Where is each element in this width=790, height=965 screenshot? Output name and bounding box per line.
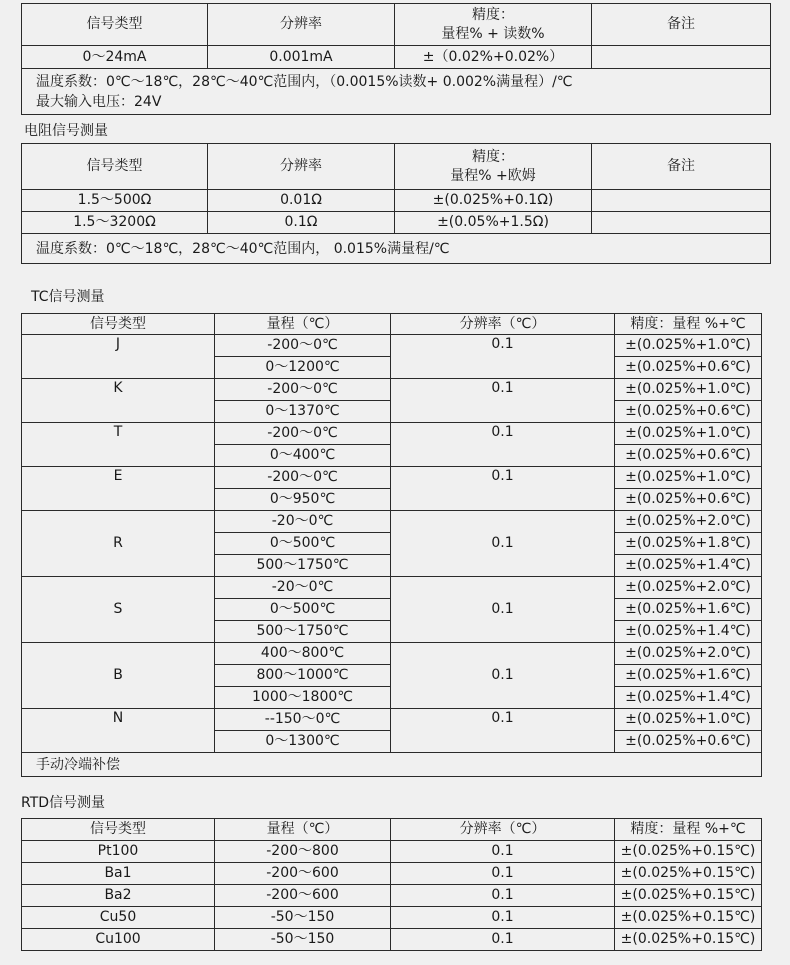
note-max-input-voltage: 最大输入电压：24V <box>36 93 162 110</box>
cell-type: R <box>22 511 215 577</box>
cell-range: -20～0℃ <box>215 577 391 599</box>
header-resolution: 分辨率 <box>208 4 395 46</box>
table-header-row <box>22 4 771 46</box>
table-row <box>22 709 762 731</box>
note-temperature-coefficient: 温度系数：0℃～18℃，28℃～40℃范围内， 0.015%满量程/℃ <box>22 234 771 264</box>
table-row <box>22 379 762 401</box>
cell-accuracy: ±(0.025%+0.6℃) <box>615 489 762 511</box>
cell-resolution: 0.1 <box>391 863 615 885</box>
header-accuracy: 精度：量程 %+℃ <box>615 819 762 841</box>
cell-resolution: 0.1 <box>391 841 615 863</box>
header-type: 信号类型 <box>22 314 215 335</box>
table-row <box>22 511 762 533</box>
cell-resolution: 0.1 <box>391 885 615 907</box>
cell-range: 0～400℃ <box>215 445 391 467</box>
cell-resolution: 0.1 <box>391 467 615 511</box>
cell-resolution: 0.1 <box>391 577 615 643</box>
table-row <box>22 863 762 885</box>
cell-range: 400～800℃ <box>215 643 391 665</box>
note-temperature-coefficient: 温度系数：0℃～18℃，28℃～40℃范围内，（0.0015%读数+ 0.002%满量程）/℃ <box>36 73 573 90</box>
cell-range: --150～0℃ <box>215 709 391 731</box>
cell-type: 1.5～500Ω <box>22 190 208 212</box>
header-remark: 备注 <box>592 4 771 46</box>
cell-accuracy: ±(0.025%+0.1Ω) <box>395 190 592 212</box>
table-header-row <box>22 819 762 841</box>
header-accuracy-line1: 精度： <box>472 6 514 23</box>
table-row <box>22 929 762 951</box>
cell-resolution: 0.1 <box>391 379 615 423</box>
table-row <box>22 885 762 907</box>
cell-range: -200～0℃ <box>215 379 391 401</box>
cell-accuracy: ±(0.05%+1.5Ω) <box>395 212 592 234</box>
cell-resolution: 0.01Ω <box>208 190 395 212</box>
cell-type: K <box>22 379 215 423</box>
cell-range: -200～600 <box>215 885 391 907</box>
cell-resolution: 0.001mA <box>208 46 395 69</box>
cell-accuracy: ±(0.025%+1.0℃) <box>615 467 762 489</box>
table-row <box>22 577 762 599</box>
cell-accuracy: ±(0.025%+1.0℃) <box>615 423 762 445</box>
section-title-rtd: RTD信号测量 <box>21 795 106 811</box>
current-spec-table <box>21 3 771 115</box>
cell-range: 0～950℃ <box>215 489 391 511</box>
header-accuracy-line2: 量程% + 读数% <box>441 25 545 42</box>
table-row <box>22 212 771 234</box>
section-title-tc: TC信号测量 <box>31 289 105 305</box>
header-type: 信号类型 <box>22 144 208 190</box>
cell-range: -50～150 <box>215 929 391 951</box>
cell-remark <box>592 190 771 212</box>
cell-accuracy: ±(0.025%+0.15℃) <box>615 841 762 863</box>
cell-accuracy: ±(0.025%+1.6℃) <box>615 599 762 621</box>
cell-accuracy: ±(0.025%+1.8℃) <box>615 533 762 555</box>
cell-accuracy: ±(0.025%+2.0℃) <box>615 577 762 599</box>
header-range: 量程（℃） <box>215 819 391 841</box>
cell-range: 500～1750℃ <box>215 555 391 577</box>
cell-resolution: 0.1Ω <box>208 212 395 234</box>
cell-type: Pt100 <box>22 841 215 863</box>
cell-accuracy: ±（0.02%+0.02%） <box>395 46 592 69</box>
cell-accuracy: ±(0.025%+0.15℃) <box>615 929 762 951</box>
header-accuracy-line1: 精度： <box>472 148 514 165</box>
cell-type: 1.5～3200Ω <box>22 212 208 234</box>
cell-type: J <box>22 335 215 379</box>
cell-range: -200～0℃ <box>215 335 391 357</box>
header-resolution: 分辨率 <box>208 144 395 190</box>
cell-resolution: 0.1 <box>391 709 615 753</box>
header-accuracy: 精度：量程 %+℃ <box>615 314 762 335</box>
table-row <box>22 335 762 357</box>
header-accuracy-line2: 量程% +欧姆 <box>450 167 536 184</box>
cell-accuracy: ±(0.025%+0.6℃) <box>615 445 762 467</box>
cell-range: -200～800 <box>215 841 391 863</box>
cell-accuracy: ±(0.025%+2.0℃) <box>615 511 762 533</box>
header-accuracy <box>395 4 592 46</box>
header-type: 信号类型 <box>22 819 215 841</box>
table-row <box>22 841 762 863</box>
cell-range: 0～1300℃ <box>215 731 391 753</box>
header-resolution: 分辨率（℃） <box>391 314 615 335</box>
cell-type: Cu100 <box>22 929 215 951</box>
cell-resolution: 0.1 <box>391 423 615 467</box>
notes-cell <box>22 69 771 115</box>
cell-accuracy: ±(0.025%+1.0℃) <box>615 379 762 401</box>
cell-accuracy: ±(0.025%+0.15℃) <box>615 863 762 885</box>
header-range: 量程（℃） <box>215 314 391 335</box>
cell-accuracy: ±(0.025%+1.4℃) <box>615 555 762 577</box>
cell-resolution: 0.1 <box>391 907 615 929</box>
cell-resolution: 0.1 <box>391 335 615 379</box>
header-remark: 备注 <box>592 144 771 190</box>
cell-accuracy: ±(0.025%+1.6℃) <box>615 665 762 687</box>
cell-accuracy: ±(0.025%+1.4℃) <box>615 687 762 709</box>
cell-range: 0～1200℃ <box>215 357 391 379</box>
cell-resolution: 0.1 <box>391 511 615 577</box>
table-row <box>22 643 762 665</box>
cell-accuracy: ±(0.025%+0.15℃) <box>615 907 762 929</box>
cell-accuracy: ±(0.025%+1.0℃) <box>615 335 762 357</box>
cell-range: -200～600 <box>215 863 391 885</box>
cell-range: 800～1000℃ <box>215 665 391 687</box>
cell-type: Ba2 <box>22 885 215 907</box>
table-row <box>22 190 771 212</box>
cell-accuracy: ±(0.025%+0.6℃) <box>615 401 762 423</box>
notes-row <box>22 69 771 115</box>
tc-footer-note: 手动冷端补偿 <box>22 753 762 777</box>
cell-range: 0～500℃ <box>215 599 391 621</box>
cell-accuracy: ±(0.025%+0.15℃) <box>615 885 762 907</box>
cell-accuracy: ±(0.025%+2.0℃) <box>615 643 762 665</box>
cell-type: 0～24mA <box>22 46 208 69</box>
cell-type: S <box>22 577 215 643</box>
cell-accuracy: ±(0.025%+1.4℃) <box>615 621 762 643</box>
cell-type: Ba1 <box>22 863 215 885</box>
cell-range: 1000～1800℃ <box>215 687 391 709</box>
footer-row <box>22 753 762 777</box>
cell-resolution: 0.1 <box>391 929 615 951</box>
table-row <box>22 46 771 69</box>
table-row <box>22 423 762 445</box>
cell-type: Cu50 <box>22 907 215 929</box>
cell-accuracy: ±(0.025%+0.6℃) <box>615 357 762 379</box>
cell-type: N <box>22 709 215 753</box>
cell-range: -20～0℃ <box>215 511 391 533</box>
header-type: 信号类型 <box>22 4 208 46</box>
header-resolution: 分辨率（℃） <box>391 819 615 841</box>
section-title-resistance: 电阻信号测量 <box>24 123 108 139</box>
cell-range: 0～1370℃ <box>215 401 391 423</box>
cell-accuracy: ±(0.025%+1.0℃) <box>615 709 762 731</box>
cell-remark <box>592 212 771 234</box>
cell-type: E <box>22 467 215 511</box>
cell-range: -50～150 <box>215 907 391 929</box>
cell-accuracy: ±(0.025%+0.6℃) <box>615 731 762 753</box>
rtd-spec-table <box>21 818 762 951</box>
table-row <box>22 467 762 489</box>
header-accuracy <box>395 144 592 190</box>
table-header-row <box>22 144 771 190</box>
cell-range: 0～500℃ <box>215 533 391 555</box>
tc-spec-table <box>21 313 762 777</box>
cell-type: B <box>22 643 215 709</box>
cell-remark <box>592 46 771 69</box>
cell-range: -200～0℃ <box>215 467 391 489</box>
table-row <box>22 907 762 929</box>
resistance-spec-table <box>21 143 771 264</box>
cell-type: T <box>22 423 215 467</box>
table-header-row <box>22 314 762 335</box>
notes-row <box>22 234 771 264</box>
cell-range: 500～1750℃ <box>215 621 391 643</box>
cell-range: -200～0℃ <box>215 423 391 445</box>
cell-resolution: 0.1 <box>391 643 615 709</box>
